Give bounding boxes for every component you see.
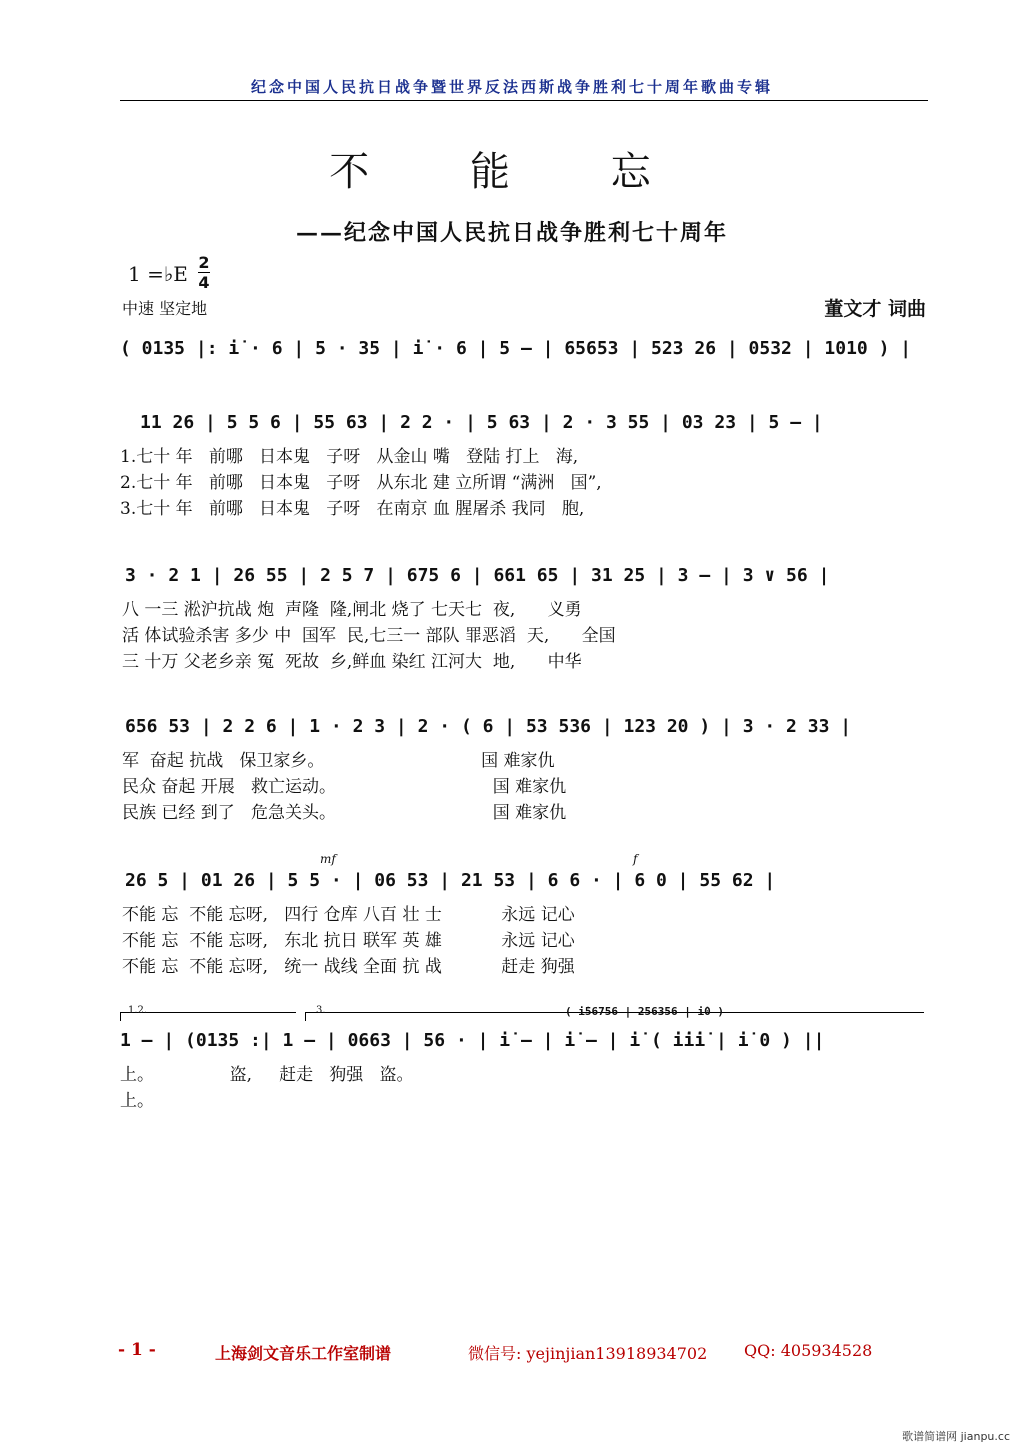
wechat-contact: 微信号: yejinjian13918934702 xyxy=(468,1344,708,1363)
tempo-marking: 中速 坚定地 xyxy=(122,299,208,318)
system-3-lyric-1: 军 奋起 抗战 保卫家乡。 国 难家仇 xyxy=(122,751,555,771)
meter-top: 2 xyxy=(198,253,210,272)
system-1-lyric-1: 1.七十 年 前哪 日本鬼 子呀 从金山 嘴 登陆 打上 海, xyxy=(120,447,579,467)
system-2-lyric-1: 八 一三 淞沪抗战 炮 声隆 隆,闸北 烧了 七天七 夜, 义勇 xyxy=(122,600,582,620)
system-1-lyric-2: 2.七十 年 前哪 日本鬼 子呀 从东北 建 立所谓 “满洲 国”, xyxy=(120,473,602,493)
system-3-notes: 656 53 | 2 2 6 | 1 · 2 3 | 2 · ( 6 | 53 536 | 123 20 ) | 3 · 2 33 | xyxy=(125,716,852,737)
system-4-lyric-3: 不能 忘 不能 忘呀, 统一 战线 全面 抗 战 赶走 狗强 xyxy=(122,957,575,977)
song-title: 不 能 忘 xyxy=(329,149,695,195)
system-5-lyric-1: 上。 盗, 赶走 狗强 盗。 xyxy=(120,1065,414,1085)
studio-credit: 上海剑文音乐工作室制谱 xyxy=(215,1344,392,1363)
system-5-notes: 1 – | (0135 :| 1 – | 0663 | 56 · | i̇ – | i̇ – | i̇ ( i̇i̇i̇ | i̇ 0 ) || xyxy=(120,1030,825,1051)
qq-contact: QQ: 405934528 xyxy=(744,1341,873,1360)
page-number: - 1 - xyxy=(118,1340,156,1360)
key-signature: 1 =♭E xyxy=(128,262,188,286)
site-watermark: 歌谱简谱网 jianpu.cc xyxy=(902,1430,1010,1443)
dynamic-f: f xyxy=(633,852,638,866)
system-4-lyric-1: 不能 忘 不能 忘呀, 四行 仓库 八百 壮 士 永远 记心 xyxy=(122,905,575,925)
system-4-notes: 26 5 | 01 26 | 5 5 · | 06 53 | 21 53 | 6 6 · | 6 0 | 55 62 | xyxy=(125,870,776,891)
system-1-lyric-3: 3.七十 年 前哪 日本鬼 子呀 在南京 血 腥屠杀 我同 胞, xyxy=(120,499,585,519)
volta-label-1: 1.2. xyxy=(128,1005,148,1016)
system-3-lyric-2: 民众 奋起 开展 救亡运动。 国 难家仇 xyxy=(122,777,567,797)
system-intro-notes: ( 0135 |: i̇ · 6 | 5 · 35 | i̇ · 6 | 5 – | 65653 | 523 26 | 0532 | 1010 ) | xyxy=(120,338,912,359)
ornament-notes: ( i̇56756 | 256356 | i̇0 ) xyxy=(565,1005,724,1018)
time-signature xyxy=(198,254,210,291)
song-subtitle: ——纪念中国人民抗日战争胜利七十周年 xyxy=(295,220,728,246)
album-header: 纪念中国人民抗日战争暨世界反法西斯战争胜利七十周年歌曲专辑 xyxy=(250,78,773,96)
header-rule xyxy=(120,100,928,101)
system-5-lyric-2: 上。 xyxy=(120,1091,154,1111)
system-4-lyric-2: 不能 忘 不能 忘呀, 东北 抗日 联军 英 雄 永远 记心 xyxy=(122,931,575,951)
system-3-lyric-3: 民族 已经 到了 危急关头。 国 难家仇 xyxy=(122,803,567,823)
author-credit: 董文才 词曲 xyxy=(824,298,926,320)
meter-bottom: 4 xyxy=(198,273,210,292)
volta-label-2: 3. xyxy=(316,1005,326,1016)
system-2-lyric-3: 三 十万 父老乡亲 冤 死故 乡,鲜血 染红 江河大 地, 中华 xyxy=(122,652,582,672)
system-2-lyric-2: 活 体试验杀害 多少 中 国军 民,七三一 部队 罪恶滔 天, 全国 xyxy=(122,626,616,646)
system-2-notes: 3 · 2 1 | 26 55 | 2 5 7 | 675 6 | 661 65 | 31 25 | 3 – | 3 ∨ 56 | xyxy=(125,565,830,586)
system-1-notes: 11 26 | 5 5 6 | 55 63 | 2 2 · | 5 63 | 2 · 3 55 | 03 23 | 5 – | xyxy=(140,412,823,433)
dynamic-mf: mf xyxy=(320,852,336,866)
